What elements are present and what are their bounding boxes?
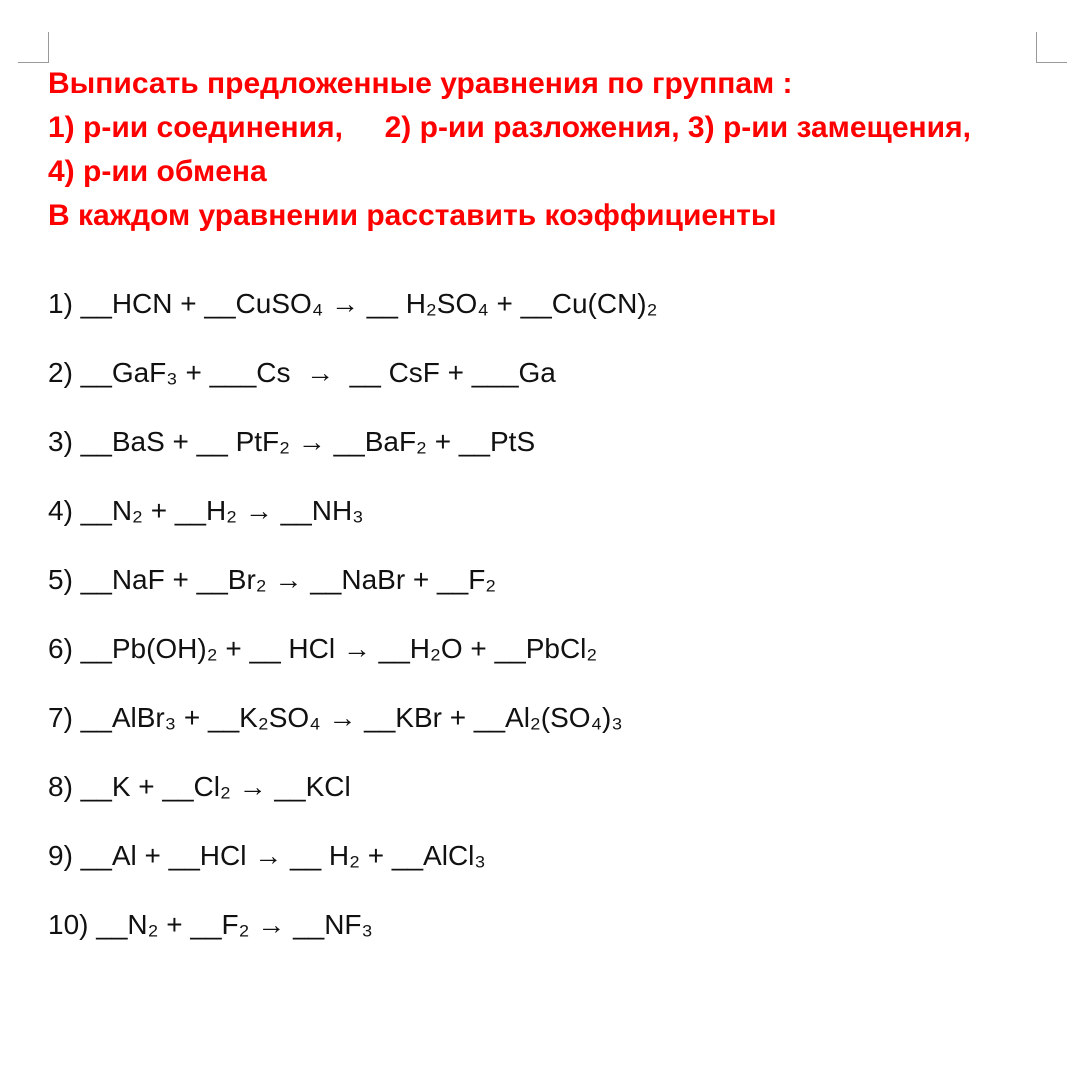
equation-9: 9) __Al + __HCl → __ H₂ + __AlCl₃ — [48, 840, 486, 871]
equation-10: 10) __N₂ + __F₂ → __NF₃ — [48, 909, 373, 940]
equation-1: 1) __HCN + __CuSO₄ → __ H₂SO₄ + __Cu(CN)₂ — [48, 288, 658, 319]
equation-7: 7) __AlBr₃ + __K₂SO₄ → __KBr + __Al₂(SO₄)₃ — [48, 702, 623, 733]
instruction-line-2: 1) р-ии соединения, 2) р-ии разложения, 3) р-ии замещения, — [48, 111, 971, 144]
equation-6: 6) __Pb(OH)₂ + __ HCl → __H₂O + __PbCl₂ — [48, 633, 598, 664]
equation-list — [48, 280, 1048, 970]
equation-4: 4) __N₂ + __H₂ → __NH₃ — [48, 495, 364, 526]
instruction-line-3: 4) р-ии обмена — [48, 155, 267, 188]
task-instructions — [48, 62, 971, 238]
equation-8: 8) __K + __Cl₂ → __KCl — [48, 771, 351, 802]
instruction-line-4: В каждом уравнении расставить коэффициенты — [48, 199, 777, 232]
page-corner-mark-right — [1036, 32, 1067, 63]
equation-2: 2) __GaF₃ + ___Cs → __ CsF + ___Ga — [48, 357, 556, 388]
instruction-line-1: Выписать предложенные уравнения по группам : — [48, 67, 793, 100]
equation-5: 5) __NaF + __Br₂ → __NaBr + __F₂ — [48, 564, 497, 595]
page-corner-mark-left — [18, 32, 49, 63]
equation-3: 3) __BaS + __ PtF₂ → __BaF₂ + __PtS — [48, 426, 536, 457]
